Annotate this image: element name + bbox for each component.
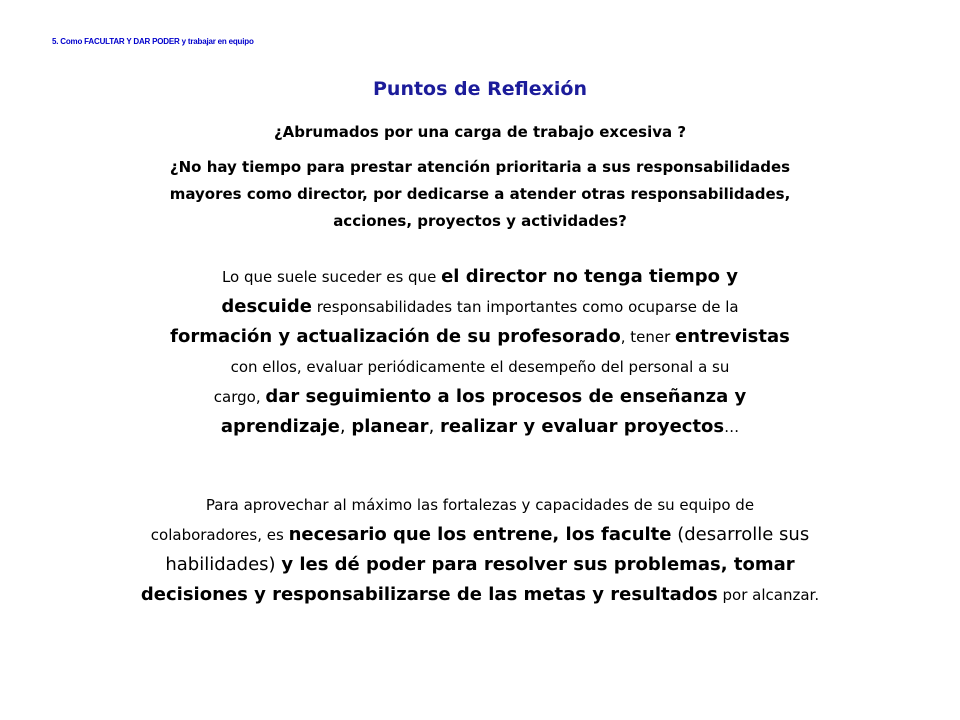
emphasis-text: decisiones y responsabilizarse de las metas y resultados bbox=[140, 584, 718, 605]
text-run: responsabilidades tan importantes como ocuparse de la bbox=[311, 298, 739, 316]
paragraph-line bbox=[120, 550, 840, 580]
slide-header-label: 5. Como FACULTAR Y DAR PODER y trabajar en equipo bbox=[52, 37, 254, 46]
question-no-time: ¿No hay tiempo para prestar atención prioritaria a sus responsabilidades mayores como director, por dedicarse a atender otras responsabilidades, acciones, proyectos y actividades? bbox=[169, 158, 791, 230]
paragraph-empower-team bbox=[120, 490, 840, 610]
text-run: colaboradores, es bbox=[150, 526, 289, 544]
text-run: … bbox=[724, 418, 740, 436]
emphasis-text: entrevistas bbox=[675, 326, 790, 347]
emphasis-text: formación y actualización de su profesorado bbox=[170, 326, 621, 347]
paragraph-line: Para aprovechar al máximo las fortalezas y capacidades de su equipo de bbox=[205, 496, 755, 514]
slide-title: Puntos de Reflexión bbox=[373, 78, 587, 100]
emphasis-text: dar seguimiento a los procesos de enseñanza y bbox=[265, 386, 747, 407]
paragraph-what-happens bbox=[150, 262, 810, 442]
text-run: por alcanzar. bbox=[717, 586, 820, 604]
emphasis-text: planear bbox=[351, 416, 429, 437]
text-run: Lo que suele suceder es que bbox=[221, 268, 442, 286]
emphasis-text: el director no tenga tiempo y bbox=[441, 266, 739, 287]
paragraph-line bbox=[150, 412, 810, 442]
paragraph-line bbox=[150, 382, 810, 412]
emphasis-text: aprendizaje bbox=[220, 416, 340, 437]
text-run: (desarrolle sus bbox=[671, 524, 810, 545]
paragraph-line bbox=[150, 292, 810, 322]
text-run: cargo, bbox=[213, 388, 266, 406]
emphasis-text: necesario que los entrene, los faculte bbox=[288, 524, 672, 545]
text-run: , bbox=[428, 416, 441, 437]
paragraph-line: con ellos, evaluar periódicamente el desempeño del personal a su bbox=[230, 358, 730, 376]
paragraph-line bbox=[120, 580, 840, 610]
paragraph-line bbox=[150, 322, 810, 352]
text-run: habilidades) bbox=[165, 554, 282, 575]
paragraph-line bbox=[150, 262, 810, 292]
text-run: , tener bbox=[620, 328, 676, 346]
emphasis-text: descuide bbox=[221, 296, 312, 317]
paragraph-line bbox=[120, 520, 840, 550]
emphasis-text: realizar y evaluar proyectos bbox=[440, 416, 725, 437]
emphasis-text: y les dé poder para resolver sus problemas, tomar bbox=[281, 554, 795, 575]
question-workload: ¿Abrumados por una carga de trabajo excesiva ? bbox=[273, 123, 687, 141]
text-run: , bbox=[339, 416, 352, 437]
